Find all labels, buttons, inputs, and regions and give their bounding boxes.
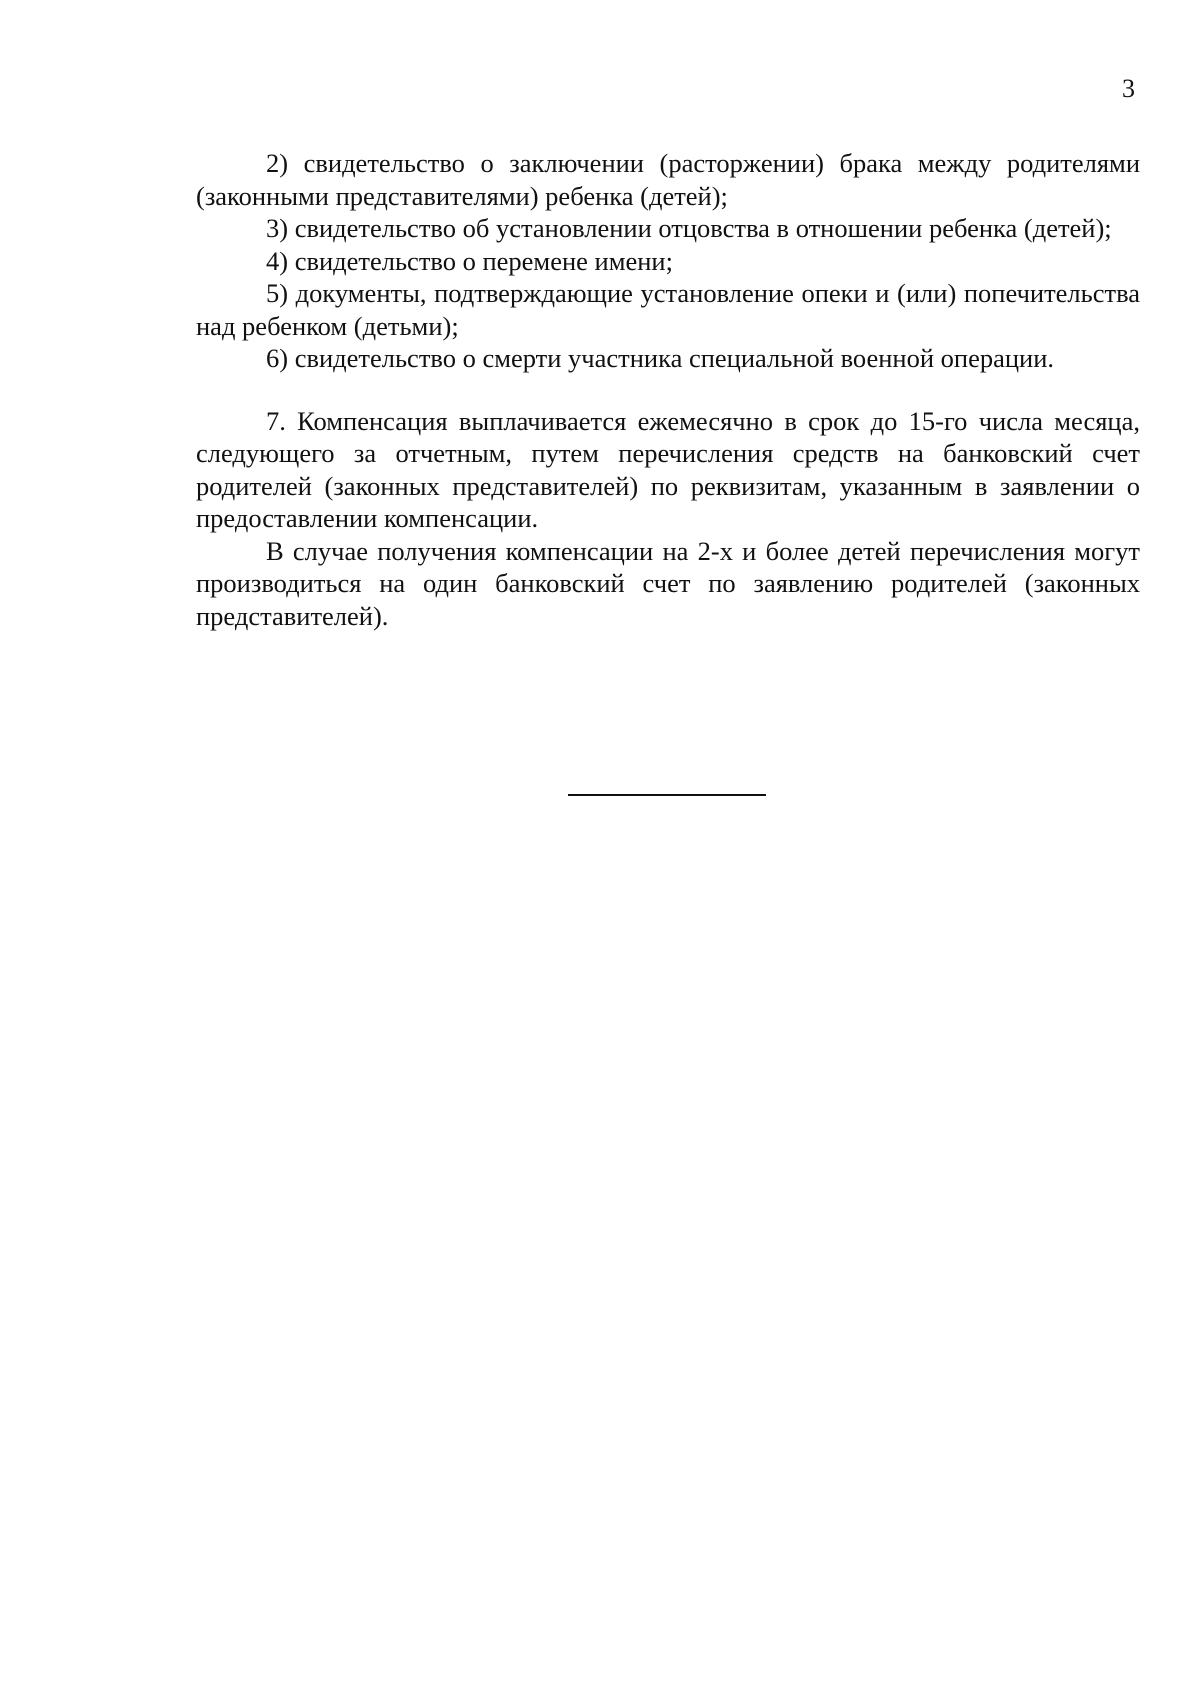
- section-7-continuation-paragraph: В случае получения компенсации на 2-х и более детей перечисления могут производиться на один банковский счет по заявлению родителей (законных представителей).: [196, 535, 1140, 631]
- document-body: [196, 147, 1140, 632]
- paragraph-gap: [196, 375, 1140, 405]
- list-item-3: 3) свидетельство об установлении отцовства в отношении ребенка (детей);: [266, 213, 1112, 243]
- list-item-5: 5) документы, подтверждающие установление опеки и (или) попечительства над ребенком (детьми);: [196, 278, 1140, 341]
- list-item-4: 4) свидетельство о перемене имени;: [266, 245, 673, 276]
- list-item-6: 6) свидетельство о смерти участника специальной военной операции.: [266, 343, 1055, 373]
- end-of-document-rule: [568, 794, 766, 796]
- list-item-2: 2) свидетельство о заключении (расторжении) брака между родителями (законными представителями) ребенка (детей);: [196, 148, 1140, 211]
- section-7-paragraph: 7. Компенсация выплачивается ежемесячно в срок до 15-го числа месяца, следующего за отчетным, путем перечисления средств на банковский счет родителей (законных представителей) по реквизитам, указанным в заявлении о предоставлении компенсации.: [196, 405, 1140, 533]
- page-number: 3: [1122, 74, 1135, 103]
